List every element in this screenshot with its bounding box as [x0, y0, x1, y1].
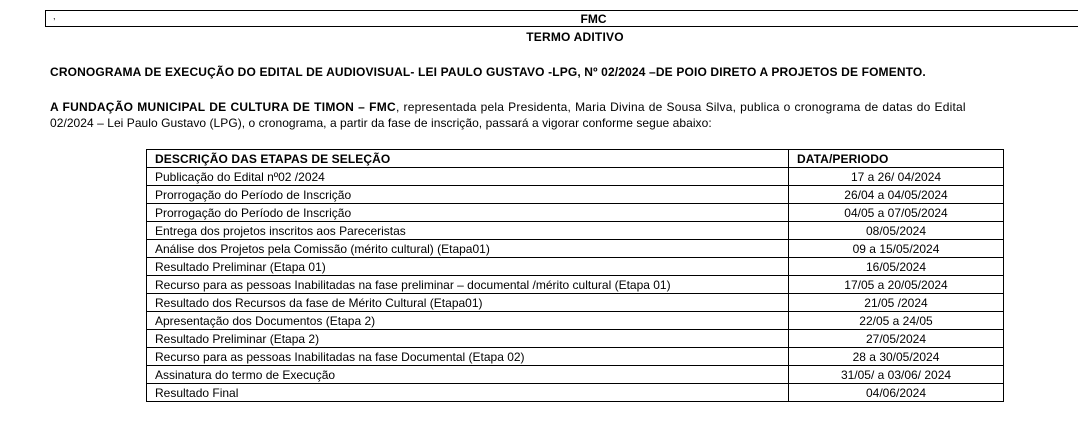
stage-date: 22/05 a 24/05 — [789, 312, 1004, 330]
stage-description: Resultado dos Recursos da fase de Mérito Cultural (Etapa01) — [147, 294, 789, 312]
stage-description: Publicação do Edital nº02 /2024 — [147, 168, 789, 186]
stage-date: 31/05/ a 03/06/ 2024 — [789, 366, 1004, 384]
intro-org-name: A FUNDAÇÃO MUNICIPAL DE CULTURA DE TIMON – FMC — [50, 100, 396, 114]
stage-date: 04/06/2024 — [789, 384, 1004, 402]
schedule-heading: CRONOGRAMA DE EXECUÇÃO DO EDITAL DE AUDIOVISUAL- LEI PAULO GUSTAVO -LPG, Nº 02/2024 –DE POIO DIRETO A PROJETOS DE FOMENTO. — [50, 65, 926, 79]
stage-date: 28 a 30/05/2024 — [789, 348, 1004, 366]
org-acronym: FMC — [580, 12, 607, 26]
stage-date: 17/05 a 20/05/2024 — [789, 276, 1004, 294]
column-header-date: DATA/PERIODO — [789, 150, 1004, 168]
table-row — [147, 384, 1004, 402]
stage-description: Resultado Preliminar (Etapa 01) — [147, 258, 789, 276]
table-row — [147, 168, 1004, 186]
table-row — [147, 204, 1004, 222]
stage-date: 04/05 a 07/05/2024 — [789, 204, 1004, 222]
intro-line-2: 02/2024 – Lei Paulo Gustavo (LPG), o cronograma, a partir da fase de inscrição, passará a vigorar conforme segue abaixo: — [50, 116, 712, 130]
column-header-description: DESCRIÇÃO DAS ETAPAS DE SELEÇÃO — [147, 150, 789, 168]
stage-date: 27/05/2024 — [789, 330, 1004, 348]
intro-paragraph — [50, 99, 1078, 131]
table-row — [147, 348, 1004, 366]
schedule-table — [146, 149, 1004, 402]
table-row — [147, 366, 1004, 384]
stage-description: Prorrogação do Período de Inscrição — [147, 204, 789, 222]
stage-description: Entrega dos projetos inscritos aos Pareceristas — [147, 222, 789, 240]
stage-description: Recurso para as pessoas Inabilitadas na fase preliminar – documental /mérito cultural (Etapa 01) — [147, 276, 789, 294]
table-row — [147, 240, 1004, 258]
table-header-row — [147, 150, 1004, 168]
stage-date: 09 a 15/05/2024 — [789, 240, 1004, 258]
table-row — [147, 222, 1004, 240]
table-row — [147, 330, 1004, 348]
table-row — [147, 186, 1004, 204]
stage-description: Recurso para as pessoas Inabilitadas na fase Documental (Etapa 02) — [147, 348, 789, 366]
document-type-title: TERMO ADITIVO — [526, 30, 624, 44]
header-tick-mark: , — [53, 11, 56, 21]
stage-description: Assinatura do termo de Execução — [147, 366, 789, 384]
stage-date: 16/05/2024 — [789, 258, 1004, 276]
stage-description: Apresentação dos Documentos (Etapa 2) — [147, 312, 789, 330]
table-row — [147, 276, 1004, 294]
table-row — [147, 312, 1004, 330]
stage-date: 26/04 a 04/05/2024 — [789, 186, 1004, 204]
stage-description: Prorrogação do Período de Inscrição — [147, 186, 789, 204]
intro-line-1-text: , representada pela Presidenta, Maria Divina de Sousa Silva, publica o cronograma de datas do Edital — [395, 100, 966, 114]
table-row — [147, 294, 1004, 312]
stage-date: 17 a 26/ 04/2024 — [789, 168, 1004, 186]
stage-date: 08/05/2024 — [789, 222, 1004, 240]
intro-line-1 — [50, 99, 1078, 115]
table-row — [147, 258, 1004, 276]
header-box — [45, 10, 1078, 27]
stage-description: Análise dos Projetos pela Comissão (mérito cultural) (Etapa01) — [147, 240, 789, 258]
stage-date: 21/05 /2024 — [789, 294, 1004, 312]
stage-description: Resultado Preliminar (Etapa 2) — [147, 330, 789, 348]
letterhead-decoration — [34, 0, 74, 6]
stage-description: Resultado Final — [147, 384, 789, 402]
